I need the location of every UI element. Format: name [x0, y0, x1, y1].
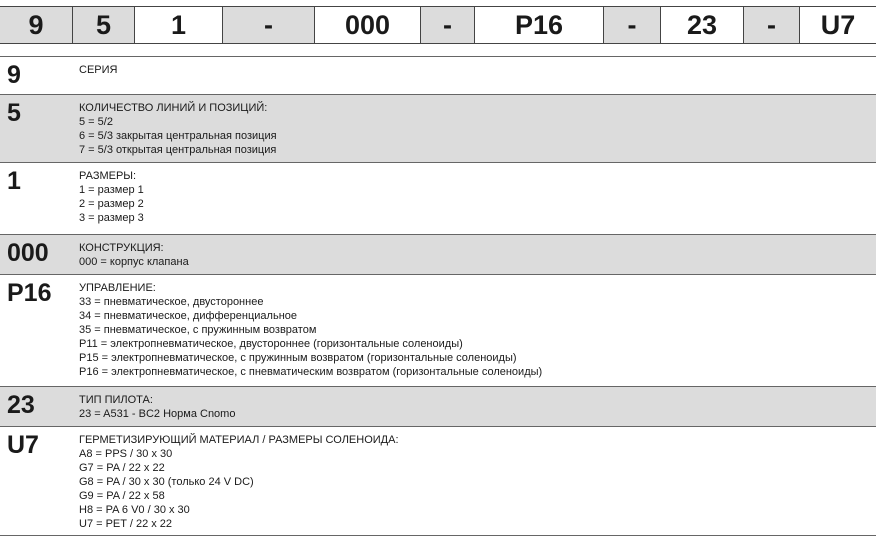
option-line: 7 = 5/3 открытая центральная позиция	[79, 144, 277, 156]
code-segment: -	[603, 7, 660, 43]
option-line: 1 = размер 1	[79, 184, 144, 196]
code-segment: 5	[72, 7, 134, 43]
spec-row	[0, 386, 876, 426]
code-segment: U7	[799, 7, 876, 43]
option-line: 000 = корпус клапана	[79, 256, 189, 268]
option-code: 1	[7, 167, 21, 195]
option-code: U7	[7, 431, 39, 459]
option-description	[79, 433, 399, 531]
option-line: P15 = электропневматическое, с пружинным возвратом (горизонтальные соленоиды)	[79, 352, 517, 364]
section-heading: ТИП ПИЛОТА:	[79, 394, 153, 406]
option-line: 2 = размер 2	[79, 198, 144, 210]
option-line: 6 = 5/3 закрытая центральная позиция	[79, 130, 277, 142]
option-line: H8 = PA 6 V0 / 30 x 30	[79, 504, 190, 516]
section-heading: СЕРИЯ	[79, 64, 118, 76]
option-line: 3 = размер 3	[79, 212, 144, 224]
code-segment: P16	[474, 7, 603, 43]
option-line: 35 = пневматическое, с пружинным возвратом	[79, 324, 317, 336]
option-code: 000	[7, 239, 49, 267]
option-code: 9	[7, 61, 21, 89]
option-line: 23 = A531 - BC2 Норма Cnomo	[79, 408, 236, 420]
code-segment: -	[222, 7, 314, 43]
option-line: P16 = электропневматическое, с пневматическим возвратом (горизонтальные соленоиды)	[79, 366, 543, 378]
code-segment: 000	[314, 7, 420, 43]
option-line: A8 = PPS / 30 x 30	[79, 448, 173, 460]
spec-row	[0, 274, 876, 386]
option-line: G7 = PA / 22 x 22	[79, 462, 165, 474]
option-code: P16	[7, 279, 52, 307]
option-description	[79, 63, 117, 77]
section-heading: КОЛИЧЕСТВО ЛИНИЙ И ПОЗИЦИЙ:	[79, 102, 268, 114]
code-segment: 23	[660, 7, 743, 43]
section-heading: УПРАВЛЕНИЕ:	[79, 282, 156, 294]
option-code: 5	[7, 99, 21, 127]
section-heading: ГЕРМЕТИЗИРУЮЩИЙ МАТЕРИАЛ / РАЗМЕРЫ СОЛЕНОИДА:	[79, 434, 399, 446]
option-description	[79, 241, 189, 269]
option-description	[79, 281, 542, 379]
code-segment: 9	[0, 7, 72, 43]
bottom-divider	[0, 535, 876, 536]
option-line: G8 = PA / 30 x 30 (только 24 V DC)	[79, 476, 254, 488]
section-heading: КОНСТРУКЦИЯ:	[79, 242, 164, 254]
spec-row	[0, 94, 876, 162]
option-description	[79, 169, 144, 225]
option-line: 5 = 5/2	[79, 116, 113, 128]
section-heading: РАЗМЕРЫ:	[79, 170, 137, 182]
option-line: G9 = PA / 22 x 58	[79, 490, 165, 502]
spec-row	[0, 426, 876, 536]
spec-row	[0, 56, 876, 94]
option-code: 23	[7, 391, 35, 419]
code-segment: -	[420, 7, 474, 43]
option-line: P11 = электропневматическое, двустороннее (горизонтальные соленоиды)	[79, 338, 463, 350]
option-description	[79, 101, 277, 157]
option-line: 33 = пневматическое, двустороннее	[79, 296, 264, 308]
option-line: U7 = PET / 22 x 22	[79, 518, 173, 530]
code-segment: 1	[134, 7, 222, 43]
spec-row	[0, 234, 876, 274]
option-description	[79, 393, 235, 421]
code-segment: -	[743, 7, 799, 43]
option-line: 34 = пневматическое, дифференциальное	[79, 310, 298, 322]
spec-row	[0, 162, 876, 234]
code-bar	[0, 6, 876, 44]
